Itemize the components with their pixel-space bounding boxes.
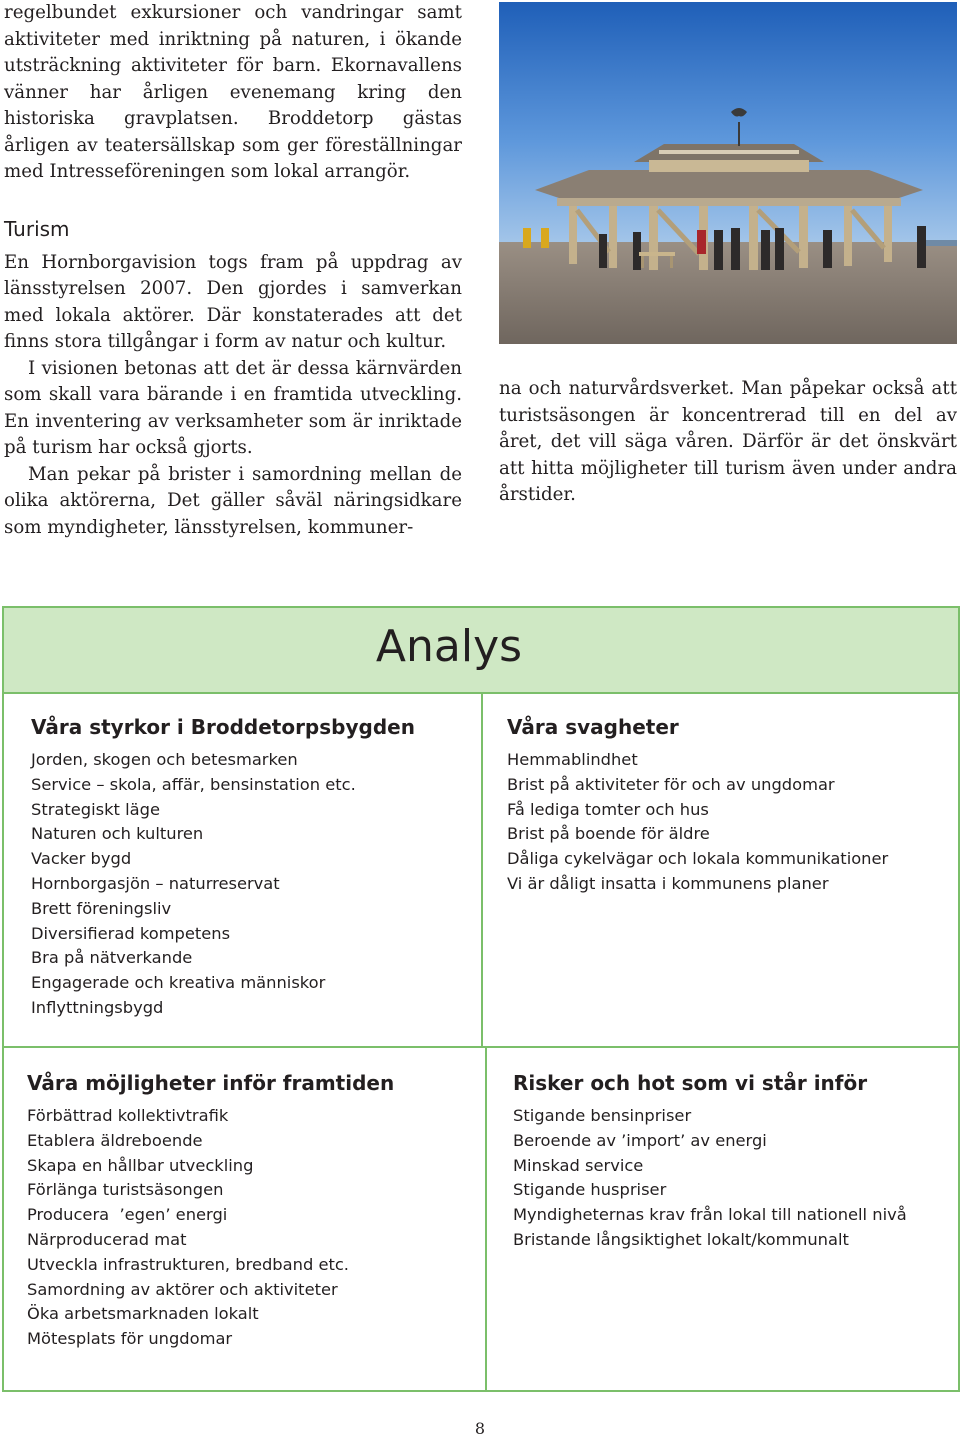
weaknesses-title: Våra svagheter [507, 715, 679, 739]
list-item: Skapa en hållbar utveckling [27, 1155, 254, 1175]
weaknesses-section [507, 712, 947, 897]
list-item: Utveckla infrastrukturen, bredband etc. [27, 1254, 349, 1274]
divider-horizontal [4, 1046, 958, 1048]
list-item: Brett föreningsliv [31, 898, 172, 918]
page-number: 8 [474, 1419, 486, 1438]
pavilion-photo [499, 2, 957, 344]
list-item: Öka arbetsmarknaden lokalt [27, 1304, 259, 1324]
list-item: Service – skola, affär, bensinstation etc. [31, 774, 356, 794]
list-item: Strategiskt läge [31, 799, 160, 819]
list-item: Stigande bensinpriser [513, 1106, 692, 1125]
weaknesses-list [507, 748, 947, 897]
strengths-section [31, 712, 471, 1021]
list-item: Samordning av aktörer och aktiviteter [27, 1279, 338, 1299]
list-item: Etablera äldreboende [27, 1130, 203, 1150]
list-item: Få lediga tomter och hus [507, 799, 709, 819]
list-item: Vi är dåligt insatta i kommunens planer [507, 873, 829, 893]
threats-list [513, 1104, 953, 1253]
strengths-title: Våra styrkor i Broddetorpsbygden [31, 715, 415, 739]
opportunities-section [27, 1068, 477, 1352]
list-item: Stigande huspriser [513, 1180, 667, 1200]
turism-paragraph-2: I visionen betonas att det är dessa kärnvärden som skall vara bärande i en framtida utveckling. En inventering av verksamheter som är inriktade på turism har också gjorts. [4, 357, 462, 458]
list-item: Bristande långsiktighet lokalt/kommunalt [513, 1229, 849, 1249]
left-text-column [4, 0, 462, 541]
list-item: Engagerade och kreativa människor [31, 973, 326, 993]
threats-title: Risker och hot som vi står inför [513, 1071, 868, 1095]
list-item: Diversifierad kompetens [31, 923, 231, 943]
list-item: Mötesplats för ungdomar [27, 1329, 233, 1349]
list-item: Minskad service [513, 1155, 644, 1175]
list-item: Hemmablindhet [507, 750, 638, 769]
list-item: Närproducerad mat [27, 1229, 187, 1249]
opportunities-title: Våra möjligheter inför framtiden [27, 1071, 395, 1095]
list-item: Beroende av ’import’ av energi [513, 1130, 767, 1150]
list-item: Jorden, skogen och betesmarken [31, 750, 298, 769]
list-item: Hornborgasjön – naturreservat [31, 873, 280, 893]
list-item: Bra på nätverkande [31, 948, 193, 968]
list-item: Brist på boende för äldre [507, 824, 710, 844]
list-item: Myndigheternas krav från lokal till nationell nivå [513, 1205, 907, 1225]
section-heading-turism: Turism [4, 216, 70, 241]
strengths-list [31, 748, 471, 1021]
continuation-paragraph: na och naturvårdsverket. Man påpekar också att turistsäsongen är koncentrerad till en del av året, det vill säga våren. Därför är det önskvärt att hitta möjligheter till turism även under andra årstider. [499, 378, 957, 505]
analysis-header [4, 608, 958, 694]
turism-paragraph-1: En Hornborgavision togs fram på uppdrag av länsstyrelsen 2007. Den gjordes i samverkan med lokala aktörer. Där konstaterades att det finns stora tillgångar i form av natur och kultur. [4, 251, 462, 352]
list-item: Dåliga cykelvägar och lokala kommunikationer [507, 849, 889, 869]
opportunities-list [27, 1104, 477, 1352]
intro-paragraph: regelbundet exkursioner och vandringar samt aktiviteter med inriktning på naturen, i ökande utsträckning aktiviteter för barn. Ekornavallens vänner har årligen evenemang kring den historiska gravplatsen. Broddetorp gästas årligen av teatersällskap som ger föreställningar med Intresseföreningen som lokal arrangör. [4, 2, 462, 182]
list-item: Vacker bygd [31, 849, 132, 869]
list-item: Förlänga turistsäsongen [27, 1180, 224, 1200]
right-text-column [499, 376, 957, 509]
turism-paragraph-3: Man pekar på brister i samordning mellan de olika aktörerna, Det gäller såväl näringsidkare som myndigheter, länsstyrelsen, kommuner- [4, 463, 462, 538]
divider-vertical-top [481, 694, 483, 1046]
threats-section [513, 1068, 953, 1253]
list-item: Naturen och kulturen [31, 824, 204, 844]
divider-vertical-bottom [485, 1048, 487, 1390]
list-item: Producera ’egen’ energi [27, 1205, 228, 1225]
list-item: Förbättrad kollektivtrafik [27, 1106, 229, 1125]
list-item: Inflyttningsbygd [31, 997, 164, 1017]
analysis-box [2, 606, 960, 1392]
analysis-title: Analys [375, 621, 523, 672]
list-item: Brist på aktiviteter för och av ungdomar [507, 774, 835, 794]
